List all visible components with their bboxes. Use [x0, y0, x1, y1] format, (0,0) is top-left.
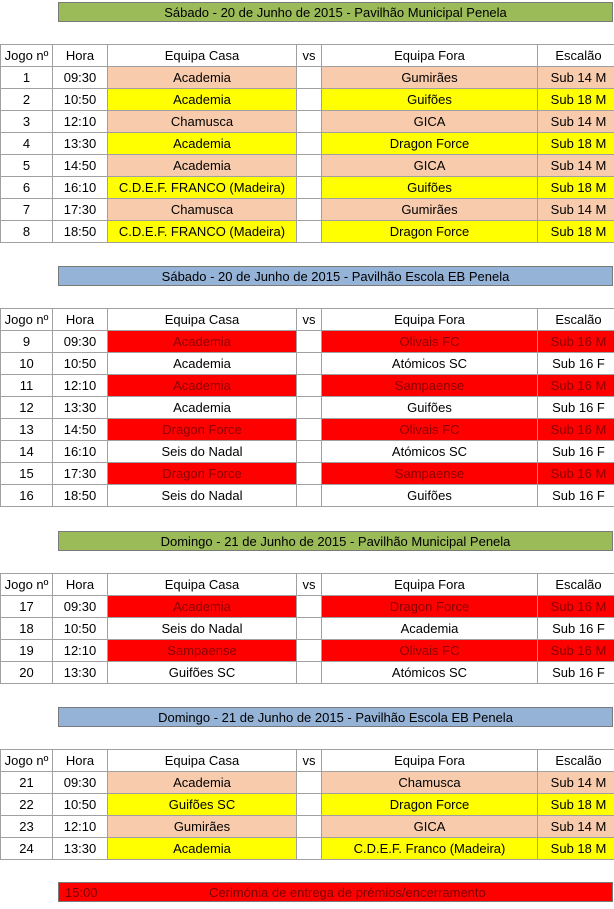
cell-vs	[297, 133, 322, 155]
cell-vs	[297, 375, 322, 397]
cell-jogo: 2	[1, 89, 53, 111]
header-escalao: Escalão	[538, 45, 614, 67]
cell-jogo: 15	[1, 463, 53, 485]
cell-fora: Olivais FC	[322, 331, 538, 353]
cell-fora: Sampaense	[322, 463, 538, 485]
header-hora: Hora	[53, 45, 108, 67]
cell-casa: Academia	[108, 772, 297, 794]
cell-jogo: 21	[1, 772, 53, 794]
cell-fora: Dragon Force	[322, 596, 538, 618]
cell-vs	[297, 596, 322, 618]
table-row	[1, 838, 614, 860]
cell-escalao: Sub 14 M	[538, 772, 614, 794]
table-row	[1, 67, 614, 89]
cell-escalao: Sub 16 F	[538, 485, 614, 507]
section-4-title: Domingo - 21 de Junho de 2015 - Pavilhão Escola EB Penela	[58, 707, 613, 727]
cell-hora: 09:30	[53, 596, 108, 618]
cell-hora: 14:50	[53, 155, 108, 177]
cell-jogo: 5	[1, 155, 53, 177]
cell-casa: Academia	[108, 838, 297, 860]
cell-escalao: Sub 16 M	[538, 375, 614, 397]
cell-casa: Academia	[108, 67, 297, 89]
header-casa: Equipa Casa	[108, 750, 297, 772]
cell-fora: C.D.E.F. Franco (Madeira)	[322, 838, 538, 860]
cell-vs	[297, 155, 322, 177]
cell-casa: Guifões SC	[108, 662, 297, 684]
cell-fora: Academia	[322, 618, 538, 640]
cell-jogo: 10	[1, 353, 53, 375]
cell-casa: Guifões SC	[108, 794, 297, 816]
section-3-title: Domingo - 21 de Junho de 2015 - Pavilhão Municipal Penela	[58, 531, 613, 551]
cell-jogo: 6	[1, 177, 53, 199]
header-vs: vs	[297, 309, 322, 331]
cell-hora: 10:50	[53, 794, 108, 816]
cell-casa: Academia	[108, 155, 297, 177]
cell-jogo: 1	[1, 67, 53, 89]
cell-fora: Gumirães	[322, 67, 538, 89]
cell-jogo: 4	[1, 133, 53, 155]
section-1-title: Sábado - 20 de Junho de 2015 - Pavilhão Municipal Penela	[58, 2, 613, 22]
cell-fora: Dragon Force	[322, 221, 538, 243]
cell-escalao: Sub 16 F	[538, 441, 614, 463]
header-escalao: Escalão	[538, 309, 614, 331]
cell-fora: GICA	[322, 155, 538, 177]
cell-casa: Chamusca	[108, 199, 297, 221]
header-hora: Hora	[53, 574, 108, 596]
table-row	[1, 331, 614, 353]
cell-casa: Dragon Force	[108, 463, 297, 485]
cell-hora: 12:10	[53, 111, 108, 133]
table-row	[1, 199, 614, 221]
cell-vs	[297, 419, 322, 441]
cell-fora: Guifões	[322, 177, 538, 199]
table-row	[1, 463, 614, 485]
table-row	[1, 772, 614, 794]
cell-escalao: Sub 14 M	[538, 816, 614, 838]
cell-hora: 10:50	[53, 353, 108, 375]
cell-escalao: Sub 18 M	[538, 89, 614, 111]
cell-vs	[297, 485, 322, 507]
header-jogo: Jogo nº	[1, 45, 53, 67]
cell-casa: Academia	[108, 596, 297, 618]
header-fora: Equipa Fora	[322, 309, 538, 331]
cell-escalao: Sub 16 M	[538, 640, 614, 662]
header-fora: Equipa Fora	[322, 574, 538, 596]
cell-escalao: Sub 18 M	[538, 177, 614, 199]
cell-jogo: 3	[1, 111, 53, 133]
ceremony-bar	[58, 882, 613, 902]
cell-jogo: 14	[1, 441, 53, 463]
cell-jogo: 18	[1, 618, 53, 640]
table-row	[1, 353, 614, 375]
table-row	[1, 375, 614, 397]
cell-vs	[297, 89, 322, 111]
cell-escalao: Sub 14 M	[538, 155, 614, 177]
cell-jogo: 17	[1, 596, 53, 618]
cell-escalao: Sub 16 M	[538, 596, 614, 618]
cell-casa: C.D.E.F. FRANCO (Madeira)	[108, 177, 297, 199]
cell-hora: 10:50	[53, 89, 108, 111]
table-row	[1, 111, 614, 133]
cell-vs	[297, 67, 322, 89]
table-header-row	[1, 750, 614, 772]
cell-vs	[297, 662, 322, 684]
table-row	[1, 794, 614, 816]
table-header-row	[1, 574, 614, 596]
cell-hora: 09:30	[53, 772, 108, 794]
table-row	[1, 221, 614, 243]
cell-hora: 13:30	[53, 397, 108, 419]
cell-casa: Academia	[108, 375, 297, 397]
cell-casa: Seis do Nadal	[108, 618, 297, 640]
cell-casa: Academia	[108, 133, 297, 155]
cell-hora: 10:50	[53, 618, 108, 640]
cell-hora: 12:10	[53, 640, 108, 662]
cell-hora: 16:10	[53, 177, 108, 199]
table-header-row	[1, 45, 614, 67]
cell-fora: Atómicos SC	[322, 441, 538, 463]
table-row	[1, 816, 614, 838]
cell-escalao: Sub 16 F	[538, 662, 614, 684]
table-header-row	[1, 309, 614, 331]
table-row	[1, 596, 614, 618]
cell-jogo: 16	[1, 485, 53, 507]
cell-casa: Academia	[108, 353, 297, 375]
cell-vs	[297, 772, 322, 794]
ceremony-time: 15:00	[65, 885, 98, 900]
header-jogo: Jogo nº	[1, 309, 53, 331]
cell-vs	[297, 177, 322, 199]
cell-jogo: 24	[1, 838, 53, 860]
cell-vs	[297, 816, 322, 838]
table-row	[1, 662, 614, 684]
cell-hora: 13:30	[53, 838, 108, 860]
cell-fora: Sampaense	[322, 375, 538, 397]
cell-fora: GICA	[322, 111, 538, 133]
cell-vs	[297, 397, 322, 419]
cell-escalao: Sub 16 M	[538, 331, 614, 353]
cell-fora: Guifões	[322, 485, 538, 507]
cell-hora: 13:30	[53, 662, 108, 684]
header-jogo: Jogo nº	[1, 574, 53, 596]
games-table-4	[0, 749, 614, 860]
cell-vs	[297, 640, 322, 662]
cell-casa: Seis do Nadal	[108, 441, 297, 463]
header-vs: vs	[297, 45, 322, 67]
cell-vs	[297, 838, 322, 860]
cell-jogo: 22	[1, 794, 53, 816]
cell-fora: Atómicos SC	[322, 662, 538, 684]
cell-casa: Sampaense	[108, 640, 297, 662]
cell-hora: 12:10	[53, 816, 108, 838]
games-table-2	[0, 308, 614, 507]
cell-vs	[297, 199, 322, 221]
table-row	[1, 155, 614, 177]
cell-escalao: Sub 14 M	[538, 199, 614, 221]
games-table-1	[0, 44, 614, 243]
table-row	[1, 640, 614, 662]
cell-fora: GICA	[322, 816, 538, 838]
cell-casa: Chamusca	[108, 111, 297, 133]
header-fora: Equipa Fora	[322, 45, 538, 67]
ceremony-text: Cerimónia de entrega de prémios/encerramento	[209, 885, 486, 900]
cell-jogo: 12	[1, 397, 53, 419]
cell-jogo: 13	[1, 419, 53, 441]
cell-vs	[297, 221, 322, 243]
table-row	[1, 177, 614, 199]
table-row	[1, 89, 614, 111]
table-row	[1, 618, 614, 640]
cell-casa: Academia	[108, 89, 297, 111]
cell-hora: 18:50	[53, 485, 108, 507]
cell-jogo: 23	[1, 816, 53, 838]
table-row	[1, 441, 614, 463]
header-escalao: Escalão	[538, 574, 614, 596]
cell-hora: 17:30	[53, 463, 108, 485]
cell-casa: Academia	[108, 331, 297, 353]
cell-jogo: 7	[1, 199, 53, 221]
cell-hora: 13:30	[53, 133, 108, 155]
cell-escalao: Sub 18 M	[538, 794, 614, 816]
cell-casa: Gumirães	[108, 816, 297, 838]
cell-fora: Olivais FC	[322, 640, 538, 662]
cell-jogo: 19	[1, 640, 53, 662]
cell-escalao: Sub 18 M	[538, 133, 614, 155]
cell-hora: 12:10	[53, 375, 108, 397]
cell-escalao: Sub 14 M	[538, 111, 614, 133]
cell-vs	[297, 441, 322, 463]
cell-casa: Academia	[108, 397, 297, 419]
cell-fora: Atómicos SC	[322, 353, 538, 375]
cell-fora: Chamusca	[322, 772, 538, 794]
cell-vs	[297, 463, 322, 485]
cell-escalao: Sub 16 M	[538, 419, 614, 441]
header-hora: Hora	[53, 309, 108, 331]
cell-vs	[297, 618, 322, 640]
cell-casa: Seis do Nadal	[108, 485, 297, 507]
cell-escalao: Sub 16 F	[538, 353, 614, 375]
games-table-3	[0, 573, 614, 684]
cell-escalao: Sub 16 M	[538, 463, 614, 485]
header-fora: Equipa Fora	[322, 750, 538, 772]
header-vs: vs	[297, 750, 322, 772]
cell-escalao: Sub 16 F	[538, 397, 614, 419]
header-escalao: Escalão	[538, 750, 614, 772]
cell-fora: Gumirães	[322, 199, 538, 221]
table-row	[1, 397, 614, 419]
cell-hora: 17:30	[53, 199, 108, 221]
header-casa: Equipa Casa	[108, 45, 297, 67]
header-casa: Equipa Casa	[108, 574, 297, 596]
cell-fora: Guifões	[322, 397, 538, 419]
header-jogo: Jogo nº	[1, 750, 53, 772]
cell-hora: 16:10	[53, 441, 108, 463]
cell-escalao: Sub 16 F	[538, 618, 614, 640]
cell-hora: 09:30	[53, 331, 108, 353]
cell-escalao: Sub 18 M	[538, 838, 614, 860]
cell-fora: Dragon Force	[322, 133, 538, 155]
cell-jogo: 9	[1, 331, 53, 353]
cell-jogo: 8	[1, 221, 53, 243]
cell-hora: 18:50	[53, 221, 108, 243]
table-row	[1, 485, 614, 507]
cell-vs	[297, 111, 322, 133]
section-2-title: Sábado - 20 de Junho de 2015 - Pavilhão Escola EB Penela	[58, 266, 613, 286]
cell-hora: 09:30	[53, 67, 108, 89]
cell-casa: Dragon Force	[108, 419, 297, 441]
cell-fora: Dragon Force	[322, 794, 538, 816]
table-row	[1, 419, 614, 441]
header-casa: Equipa Casa	[108, 309, 297, 331]
cell-vs	[297, 794, 322, 816]
header-vs: vs	[297, 574, 322, 596]
cell-vs	[297, 353, 322, 375]
cell-fora: Olivais FC	[322, 419, 538, 441]
cell-fora: Guifões	[322, 89, 538, 111]
cell-casa: C.D.E.F. FRANCO (Madeira)	[108, 221, 297, 243]
table-row	[1, 133, 614, 155]
cell-escalao: Sub 18 M	[538, 221, 614, 243]
cell-jogo: 11	[1, 375, 53, 397]
cell-hora: 14:50	[53, 419, 108, 441]
cell-vs	[297, 331, 322, 353]
cell-escalao: Sub 14 M	[538, 67, 614, 89]
cell-jogo: 20	[1, 662, 53, 684]
header-hora: Hora	[53, 750, 108, 772]
